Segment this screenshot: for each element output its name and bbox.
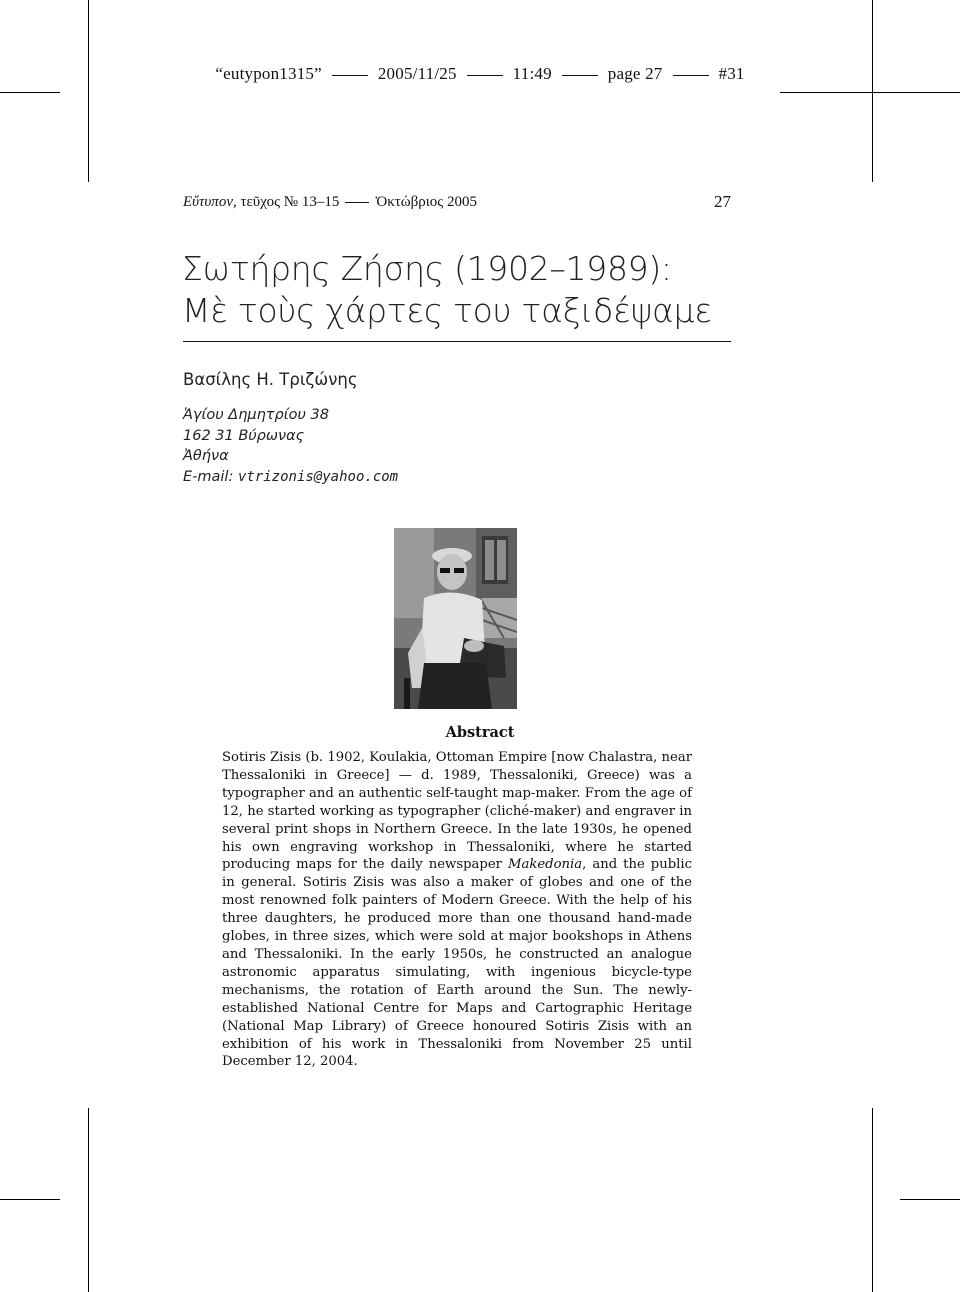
running-head	[183, 194, 731, 211]
slug-date: 2005/11/25	[377, 64, 457, 83]
address-postcode: 162 31 Βύρωνας	[183, 427, 305, 444]
abstract-body	[222, 749, 692, 1071]
address-email-line	[183, 467, 398, 488]
title-line-1: Σωτήρης Ζήσης (1902–1989):	[182, 249, 672, 288]
crop-mark	[872, 1108, 873, 1292]
article-title	[182, 248, 742, 332]
author-name: Βασίλης Η. Τριζώνης	[183, 370, 358, 389]
crop-mark	[900, 1199, 960, 1200]
newspaper-name: Makedonia	[508, 857, 583, 873]
slug-page: page 27	[607, 64, 663, 83]
author-address	[183, 405, 398, 487]
slug-file: “eutypon1315”	[215, 64, 322, 83]
slug-time: 11:49	[512, 64, 552, 83]
crop-mark	[780, 92, 960, 93]
issue-month: Ὀκτώβριος 2005	[375, 194, 477, 210]
portrait-photo	[394, 528, 517, 709]
issue-number: , τεῦχος № 13–15	[232, 194, 340, 210]
title-line-2: Μὲ τοὺς χάρτες του ταξιδέψαμε	[182, 291, 712, 330]
title-rule	[183, 341, 731, 342]
slug-sheet: #31	[718, 64, 745, 83]
address-city: Ἀθήνα	[183, 448, 229, 464]
journal-name: Εὔτυπον	[183, 194, 233, 210]
abstract-heading: Abstract	[445, 724, 515, 741]
email-address[interactable]: vtrizonis@yahoo.com	[237, 468, 399, 485]
crop-mark	[872, 0, 873, 182]
abstract-text-part-1: Sotiris Zisis (b. 1902, Koulakia, Ottoman Empire [now Chalastra, near Thessaloniki in Greece] — d. 1989, Thessaloniki, Greece) was a typographer and an authentic self-taught map-maker. From the age of 12, he started working as typographer (cliché-maker) and engraver in several print shops in Northern Greece. In the late 1930s, he opened his own engraving workshop in Thessaloniki, where he started producing maps for the daily newspaper	[222, 750, 692, 873]
crop-mark	[88, 1108, 89, 1292]
crop-mark	[0, 92, 60, 93]
crop-mark	[0, 1199, 60, 1200]
address-street: Ἁγίου Δημητρίου 38	[183, 407, 329, 423]
abstract-text-part-2: , and the public in general. Sotiris Zisis was also a maker of globes and one of the most renowned folk painters of Modern Greece. With the help of his three daughters, he produced more than one thousand hand-made globes, in three sizes, which were sold at major bookshops in Athens and Thessaloniki. In the early 1950s, he constructed an analogue astronomic apparatus simulating, with ingenious bicycle-type mechanisms, the rotation of Earth around the Sun. The newly-established National Centre for Maps and Cartographic Heritage (National Map Library) of Greece honoured Sotiris Zisis with an exhibition of his work in Thessaloniki from November 25 until December 12, 2004.	[222, 857, 692, 1070]
email-label: E-mail:	[183, 468, 234, 485]
crop-mark	[88, 0, 89, 182]
page-number: 27	[714, 192, 731, 211]
printer-slug	[0, 64, 960, 84]
